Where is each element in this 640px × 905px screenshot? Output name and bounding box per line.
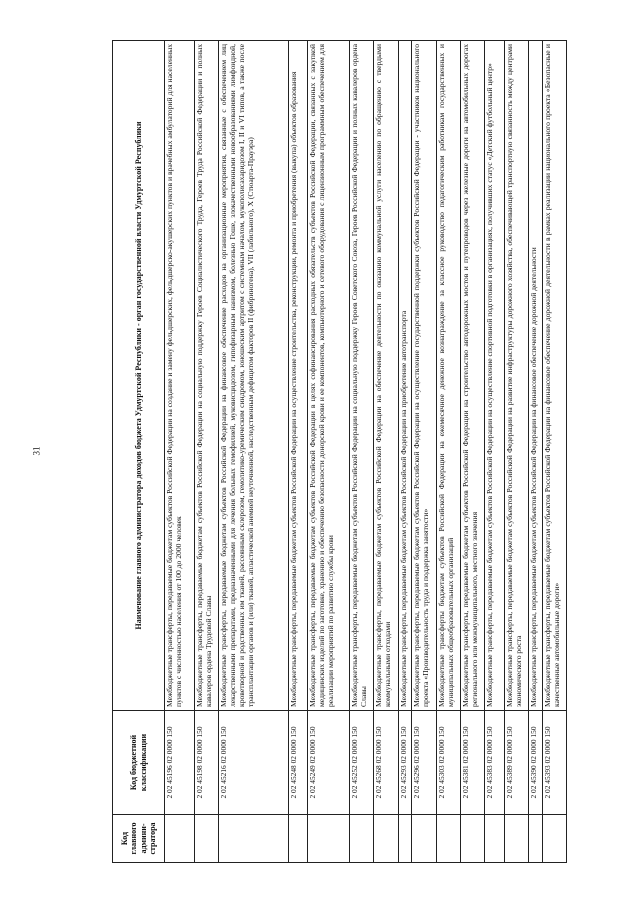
budget-code-cell: 2 02 45252 02 0000 150 (350, 711, 374, 815)
revenue-administrators-table (112, 40, 567, 863)
budget-code-cell: 2 02 45293 02 0000 150 (398, 711, 412, 815)
description-cell: Межбюджетные трансферты, передаваемые бюджетам субъектов Российской Федерации на финансовое обеспечение дорожной деятельности (528, 41, 542, 711)
table-row (398, 41, 412, 863)
budget-code-cell: 2 02 45393 02 0000 150 (542, 711, 566, 815)
description-cell: Межбюджетные трансферты, передаваемые бюджетам субъектов Российской Федерации на осуществление спортивной подготовки в организациях, получивших статус «Детский футбольный центр» (484, 41, 504, 711)
admin-code-cell (308, 815, 350, 863)
admin-code-cell (460, 815, 484, 863)
description-cell: Межбюджетные трансферты, передаваемые бюджетам субъектов Российской Федерации на финансовое обеспечение расходов на организационные мероприятия, связанные с обеспечением лиц лекарственными препаратами, предназначенными для лечения больных гемофилией, муковисцидозом, гипофизарным нанизмом, болезнью Гоше, злокачественными новообразованиями лимфоидной, кроветворной и родственных им тканей, рассеянным склерозом, гемолитико-уремическим синдромом, юношеским артритом с системным началом, мукополисахаридозом I, II и VI типов, а также после трансплантации органов и (или) тканей, апластической анемией неуточненной, наследственным дефицитом факторов II (фибриногена), VII (лабильного), X (Стюарта-Прауэра) (219, 41, 288, 711)
description-cell: Межбюджетные трансферты, передаваемые бюджетам субъектов Российской Федерации на финансовое обеспечение дорожной деятельности в рамках реализации национального проекта «Безопасные и качественные автомобильные дороги» (542, 41, 566, 711)
admin-code-cell (542, 815, 566, 863)
description-cell: Межбюджетные трансферты, передаваемые бюджетам субъектов Российской Федерации на развитие инфраструктуры дорожного хозяйства, обеспечивающей транспортную связанность между центрами экономического роста (504, 41, 528, 711)
table-row (374, 41, 398, 863)
admin-code-cell (436, 815, 460, 863)
admin-code-cell (195, 815, 219, 863)
budget-code-cell: 2 02 45249 02 0000 150 (308, 711, 350, 815)
description-cell: Межбюджетные трансферты бюджетам субъектов Российской Федерации на ежемесячное денежное вознаграждение за классное руководство педагогическим работникам государственных и муниципальных общеобразовательных организаций (436, 41, 460, 711)
admin-code-cell (412, 815, 436, 863)
page-number: 31 (31, 446, 42, 456)
admin-code-cell (165, 815, 195, 863)
admin-code-cell (528, 815, 542, 863)
table-row (542, 41, 566, 863)
table-row (350, 41, 374, 863)
admin-code-cell (374, 815, 398, 863)
admin-code-cell (398, 815, 412, 863)
table-row (195, 41, 219, 863)
description-cell: Межбюджетные трансферты, передаваемые бюджетам субъектов Российской Федерации на осуществление строительства, реконструкции, ремонта и приобретения (выкупа) объектов образования (288, 41, 308, 711)
description-cell: Межбюджетные трансферты, передаваемые бюджетам субъектов Российской Федерации на социальную поддержку Героев Советского Союза, Героев Российской Федерации и полных кавалеров ордена Славы (350, 41, 374, 711)
budget-code-cell: 2 02 45196 02 0000 150 (165, 711, 195, 815)
description-cell: Межбюджетные трансферты, передаваемые бюджетам субъектов Российской Федерации на социальную поддержку Героев Социалистического Труда, Героев Труда Российской Федерации и полных кавалеров ордена Трудовой Славы (195, 41, 219, 711)
description-cell: Межбюджетные трансферты, передаваемые бюджетам субъектов Российской Федерации на строительство автодорожных мостов и путепроводов через железные дороги на автомобильных дорогах регионального или межмуниципального, местного значения (460, 41, 484, 711)
budget-code-cell: 2 02 45216 02 0000 150 (219, 711, 288, 815)
budget-code-cell: 2 02 45381 02 0000 150 (460, 711, 484, 815)
admin-code-cell (219, 815, 288, 863)
table-row (504, 41, 528, 863)
header-admin-code: Код главного админи-стратора (113, 815, 165, 863)
header-name: Наименование главного администратора доходов бюджета Удмуртской Республики - орган государственной власти Удмуртской Республики (113, 41, 165, 711)
budget-code-cell: 2 02 45383 02 0000 150 (484, 711, 504, 815)
description-cell: Межбюджетные трансферты, передаваемые бюджетам субъектов Российской Федерации на осуществление государственной поддержки субъектов Российской Федерации - участников национального проекта «Производительность труда и поддержка занятости» (412, 41, 436, 711)
table-row (308, 41, 350, 863)
admin-code-cell (484, 815, 504, 863)
budget-code-cell: 2 02 45303 02 0000 150 (436, 711, 460, 815)
table-row (412, 41, 436, 863)
budget-code-cell: 2 02 45389 02 0000 150 (504, 711, 528, 815)
budget-code-cell: 2 02 45198 02 0000 150 (195, 711, 219, 815)
admin-code-cell (350, 815, 374, 863)
table-row (219, 41, 288, 863)
table-row (528, 41, 542, 863)
table-row (436, 41, 460, 863)
table-row (165, 41, 195, 863)
table-row (288, 41, 308, 863)
budget-code-cell: 2 02 45390 02 0000 150 (528, 711, 542, 815)
budget-code-cell: 2 02 45248 02 0000 150 (288, 711, 308, 815)
table-row (484, 41, 504, 863)
header-budget-code: Код бюджетной классификации (113, 711, 165, 815)
admin-code-cell (504, 815, 528, 863)
table-row (460, 41, 484, 863)
description-cell: Межбюджетные трансферты, передаваемые бюджетам субъектов Российской Федерации на приобретение автотранспорта (398, 41, 412, 711)
description-cell: Межбюджетные трансферты, передаваемые бюджетам субъектов Российской Федерации в целях софинансирования расходных обязательств субъектов Российской Федерации, связанных с закупкой медицинских изделий по заготовке, хранению и обеспечению безопасности донорской крови и ее компонентов, компьютерного и сетевого оборудования с лицензионным программным обеспечением для реализации мероприятий по развитию службы крови (308, 41, 350, 711)
revenue-administrators-table-sheet (112, 41, 567, 863)
budget-code-cell: 2 02 45296 02 0000 150 (412, 711, 436, 815)
budget-code-cell: 2 02 45268 02 0000 150 (374, 711, 398, 815)
admin-code-cell (288, 815, 308, 863)
description-cell: Межбюджетные трансферты, передаваемые бюджетам субъектов Российской Федерации на обеспечение деятельности по оказанию коммунальной услуги населению по обращению с твердыми коммунальными отходами (374, 41, 398, 711)
description-cell: Межбюджетные трансферты, передаваемые бюджетам субъектов Российской Федерации на создание и замену фельдшерских, фельдшерско-акушерских пунктов и врачебных амбулаторий для населенных пунктов с численностью населения от 100 до 2000 человек (165, 41, 195, 711)
